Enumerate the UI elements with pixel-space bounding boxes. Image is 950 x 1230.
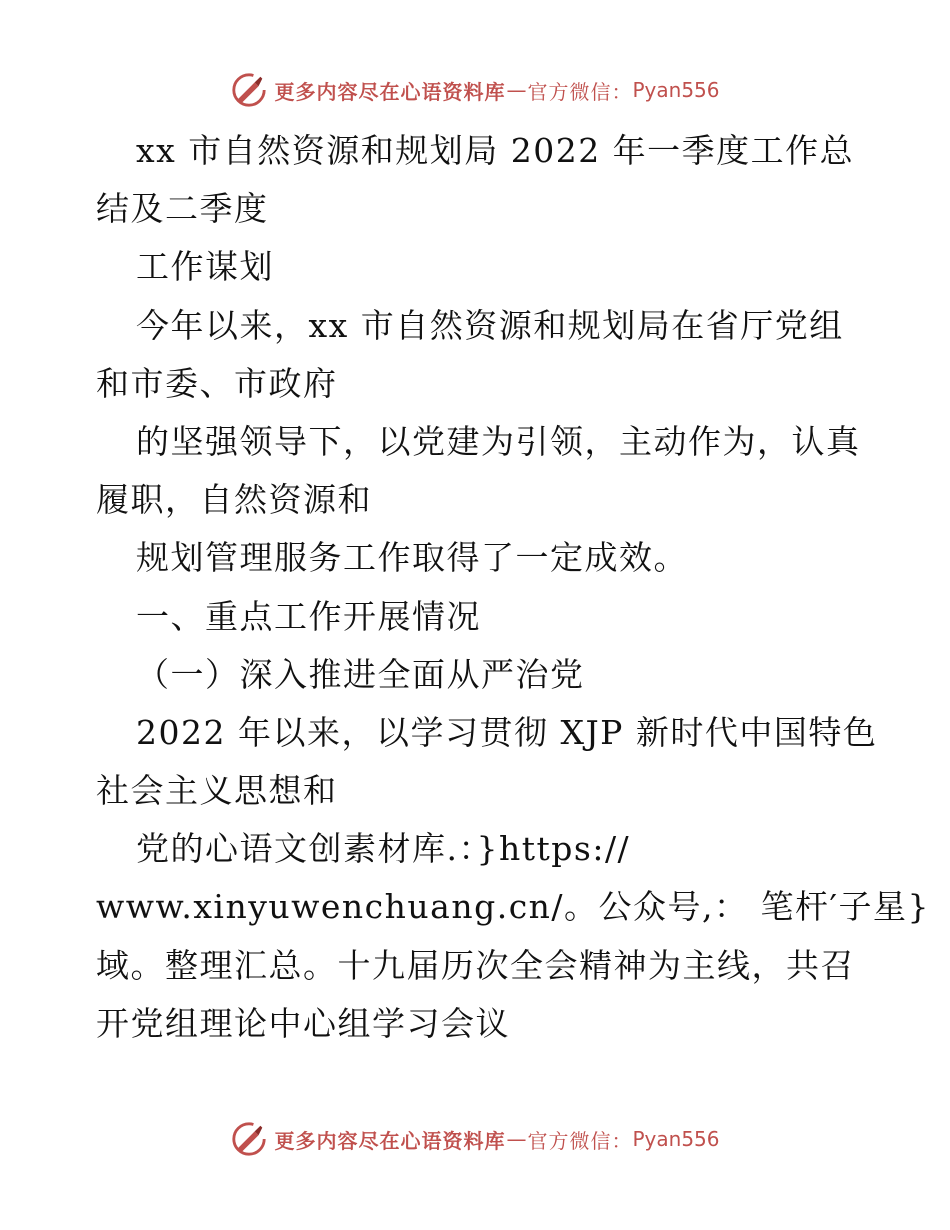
- paragraph-line: 今年以来，xx 市自然资源和规划局在省厅党组: [136, 305, 844, 345]
- paragraph-line: 和市委、市政府: [96, 363, 338, 403]
- paragraph-line: 2022 年以来，以学习贯彻 XJP 新时代中国特色: [136, 712, 878, 752]
- paragraph-line: 党的心语文创素材库.：}https://: [136, 829, 631, 869]
- watermark-wechat-id: Pyan556: [632, 1127, 720, 1151]
- paragraph-line: 履职，自然资源和: [96, 480, 372, 520]
- watermark-main-text: 更多内容尽在心语资料库: [274, 79, 506, 104]
- header-watermark: [0, 68, 950, 112]
- paragraph-line: 规划管理服务工作取得了一定成效。: [136, 538, 688, 578]
- watermark-dash: —: [506, 78, 527, 102]
- title-line-1: xx 市自然资源和规划局 2022 年一季度工作总: [136, 131, 855, 170]
- watermark-dash: —: [506, 1127, 527, 1151]
- footer-watermark: [0, 1117, 950, 1161]
- section-heading: 一、重点工作开展情况: [136, 596, 481, 636]
- watermark-side-text: 官方微信：: [527, 1128, 633, 1153]
- pen-logo-icon: [230, 71, 268, 109]
- subsection-heading: （一）深入推进全面从严治党: [136, 654, 585, 694]
- watermark-main-text: 更多内容尽在心语资料库: [274, 1128, 506, 1153]
- pen-logo-icon: [230, 1120, 268, 1158]
- paragraph-line: 域。整理汇总。十九届历次全会精神为主线，共召: [96, 945, 855, 985]
- paragraph-line: 的坚强领导下，以党建为引领，主动作为，认真: [136, 421, 861, 461]
- watermark-side-text: 官方微信：: [527, 79, 633, 104]
- title-line-2: 结及二季度: [96, 189, 269, 229]
- watermark-wechat-id: Pyan556: [632, 78, 720, 102]
- document-body: [96, 122, 931, 1053]
- paragraph-line: 开党组理论中心组学习会议: [96, 1003, 510, 1043]
- title-line-3: 工作谋划: [136, 247, 274, 287]
- paragraph-line: www.xinyuwenchuang.cn/。公众号,： 笔杆′子星}: [96, 887, 931, 927]
- paragraph-line: 社会主义思想和: [96, 771, 338, 811]
